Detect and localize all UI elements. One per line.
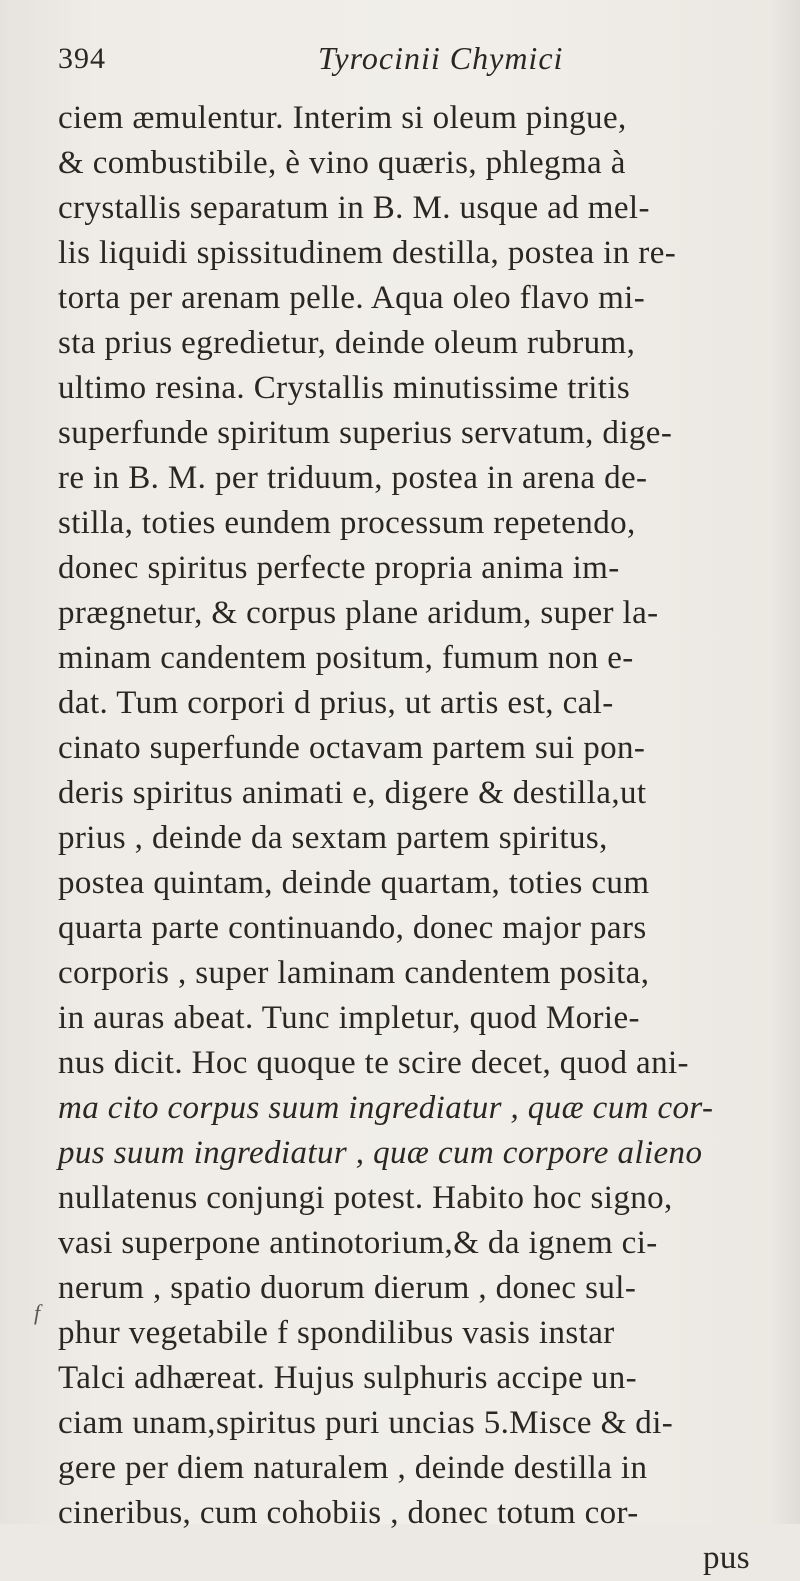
text-line: nus dicit. Hoc quoque te scire decet, quod ani- bbox=[58, 1045, 689, 1081]
text-line: torta per arenam pelle. Aqua oleo flavo mi- bbox=[58, 280, 646, 316]
body-text bbox=[58, 96, 778, 1581]
text-line-italic: ma cito corpus suum ingrediatur , quæ cum cor- bbox=[58, 1090, 714, 1126]
text-line: superfunde spiritum superius servatum, dige- bbox=[58, 415, 673, 451]
text-line: minam candentem positum, fumum non e- bbox=[58, 640, 634, 676]
text-line: in auras abeat. Tunc impletur, quod Morie- bbox=[58, 1000, 640, 1036]
text-line: ciem æmulentur. Interim si oleum pingue, bbox=[58, 100, 627, 136]
text-line: stilla, toties eundem processum repetendo, bbox=[58, 505, 636, 541]
text-line: quarta parte continuando, donec major pars bbox=[58, 910, 647, 946]
text-line: dat. Tum corpori d prius, ut artis est, cal- bbox=[58, 685, 614, 721]
text-line: postea quintam, deinde quartam, toties cum bbox=[58, 865, 650, 901]
text-line: deris spiritus animati e, digere & destilla,ut bbox=[58, 775, 647, 811]
text-line: cinato superfunde octavam partem sui pon- bbox=[58, 730, 646, 766]
text-line: gere per diem naturalem , deinde destilla in bbox=[58, 1450, 648, 1486]
margin-note: f bbox=[34, 1300, 41, 1325]
text-line: cineribus, cum cohobiis , donec totum cor- bbox=[58, 1495, 639, 1531]
text-line: ultimo resina. Crystallis minutissime tritis bbox=[58, 370, 631, 406]
text-line: ciam unam,spiritus puri uncias 5.Misce & di- bbox=[58, 1405, 674, 1441]
page-number: 394 bbox=[58, 42, 106, 75]
text-line: phur vegetabile f spondilibus vasis instar bbox=[58, 1315, 615, 1351]
page-edge bbox=[770, 0, 800, 1524]
text-line: prius , deinde da sextam partem spiritus, bbox=[58, 820, 608, 856]
catchword: pus bbox=[702, 1540, 750, 1576]
text-line: & combustibile, è vino quæris, phlegma à bbox=[58, 145, 626, 181]
text-line: corporis , super laminam candentem posita, bbox=[58, 955, 650, 991]
text-line: Talci adhæreat. Hujus sulphuris accipe un- bbox=[58, 1360, 637, 1396]
text-line: donec spiritus perfecte propria anima im- bbox=[58, 550, 620, 586]
text-line: re in B. M. per triduum, postea in arena de- bbox=[58, 460, 648, 496]
text-line: prægnetur, & corpus plane aridum, super la- bbox=[58, 595, 659, 631]
page-header bbox=[58, 40, 758, 88]
text-line: sta prius egredietur, deinde oleum rubrum, bbox=[58, 325, 636, 361]
text-line-italic: pus suum ingrediatur , quæ cum corpore alieno bbox=[58, 1135, 703, 1171]
running-title: Tyrocinii Chymici bbox=[318, 40, 564, 76]
text-line: vasi superpone antinotorium,& da ignem ci- bbox=[58, 1225, 658, 1261]
text-line: lis liquidi spissitudinem destilla, postea in re- bbox=[58, 235, 677, 271]
text-line: crystallis separatum in B. M. usque ad mel- bbox=[58, 190, 650, 226]
text-line: nullatenus conjungi potest. Habito hoc signo, bbox=[58, 1180, 673, 1216]
text-line: nerum , spatio duorum dierum , donec sul- bbox=[58, 1270, 637, 1306]
